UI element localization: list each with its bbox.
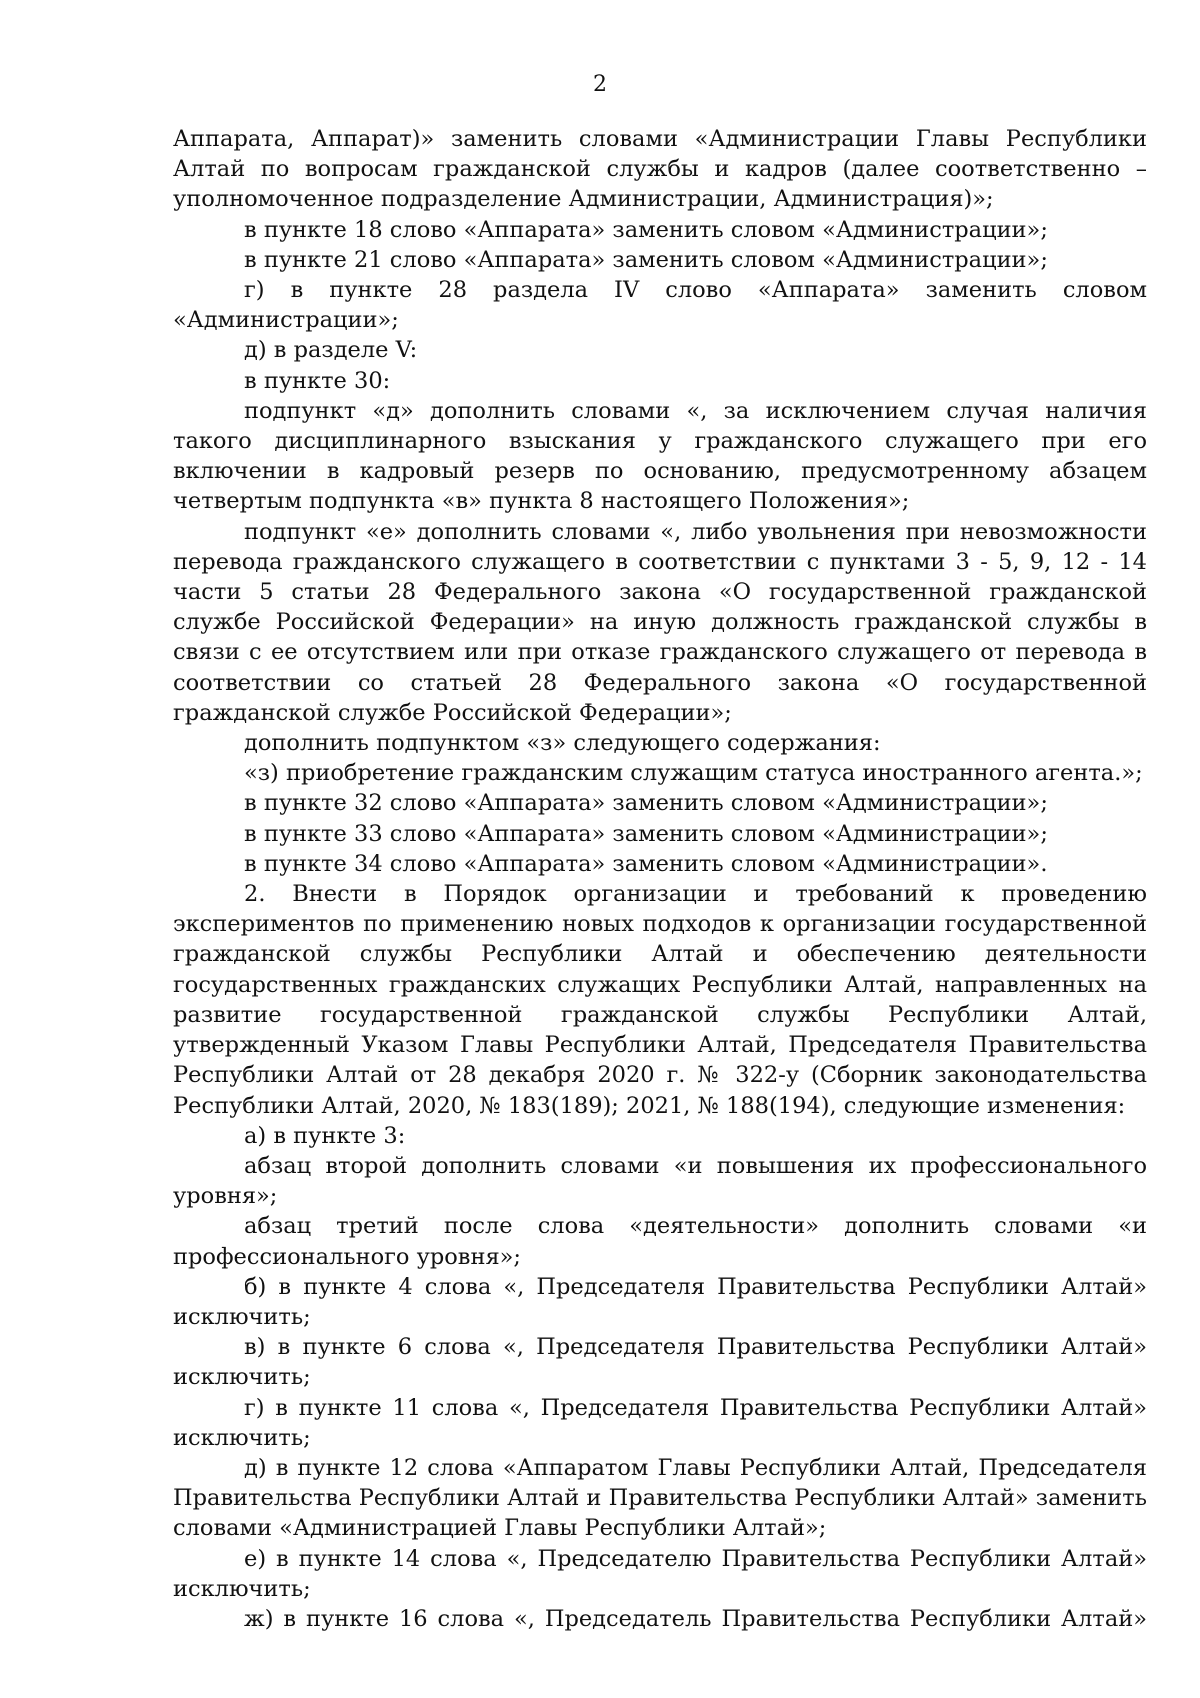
paragraph: в пункте 32 слово «Аппарата» заменить словом «Администрации»;: [244, 790, 1048, 817]
paragraph: е) в пункте 14 слова «, Председателю Правительства Республики Алтай» исключить;: [173, 1545, 1147, 1602]
paragraph: в пункте 34 слово «Аппарата» заменить словом «Администрации».: [244, 850, 1048, 877]
paragraph: г) в пункте 11 слова «, Председателя Правительства Республики Алтай» исключить;: [173, 1394, 1147, 1451]
paragraph: д) в разделе V:: [244, 337, 418, 364]
paragraph: а) в пункте 3:: [244, 1122, 406, 1149]
paragraph: в) в пункте 6 слова «, Председателя Правительства Республики Алтай» исключить;: [173, 1334, 1147, 1391]
paragraph: в пункте 30:: [244, 367, 391, 394]
paragraph: в пункте 33 слово «Аппарата» заменить словом «Администрации»;: [244, 820, 1048, 847]
paragraph: 2. Внести в Порядок организации и требований к проведению экспериментов по применению новых подходов к организации государственной гражданской службы Республики Алтай и обеспечению деятельности государственных гражданских служащих Республики Алтай, направленных на развитие государственной гражданской службы Республики Алтай, утвержденный Указом Главы Республики Алтай, Председателя Правительства Республики Алтай от 28 декабря 2020 г. № 322-у (Сборник законодательства Республики Алтай, 2020, № 183(189); 2021, № 188(194), следующие изменения:: [173, 881, 1147, 1119]
paragraph: дополнить подпунктом «з» следующего содержания:: [244, 730, 881, 757]
paragraph: г) в пункте 28 раздела IV слово «Аппарата» заменить словом «Администрации»;: [173, 277, 1147, 334]
paragraph: подпункт «д» дополнить словами «, за исключением случая наличия такого дисциплинарного взыскания у гражданского служащего при его включении в кадровый резерв по основанию, предусмотренному абзацем четвертым подпункта «в» пункта 8 настоящего Положения»;: [173, 397, 1147, 515]
paragraph: в пункте 21 слово «Аппарата» заменить словом «Администрации»;: [244, 246, 1048, 273]
page-number: 2: [593, 72, 607, 97]
paragraph: абзац третий после слова «деятельности» дополнить словами «и профессионального уровня»;: [173, 1213, 1147, 1270]
paragraph: д) в пункте 12 слова «Аппаратом Главы Республики Алтай, Председателя Правительства Республики Алтай и Правительства Республики Алтай» заменить словами «Администрацией Главы Республики Алтай»;: [173, 1454, 1147, 1542]
paragraph: Аппарата, Аппарат)» заменить словами «Администрации Главы Республики Алтай по вопросам гражданской службы и кадров (далее соответственно – уполномоченное подразделение Администрации, Администрация)»;: [173, 126, 1147, 213]
paragraph: подпункт «е» дополнить словами «, либо увольнения при невозможности перевода гражданского служащего в соответствии с пунктами 3 - 5, 9, 12 - 14 части 5 статьи 28 Федерального закона «О государственной гражданской службе Российской Федерации» на иную должность гражданской службы в связи с ее отсутствием или при отказе гражданского служащего от перевода в соответствии со статьей 28 Федерального закона «О государственной гражданской службе Российской Федерации»;: [173, 518, 1147, 726]
document-body: [173, 124, 1147, 1634]
paragraph: абзац второй дополнить словами «и повышения их профессионального уровня»;: [173, 1152, 1147, 1210]
paragraph: в пункте 18 слово «Аппарата» заменить словом «Администрации»;: [244, 216, 1048, 243]
paragraph: «з) приобретение гражданским служащим статуса иностранного агента.»;: [244, 760, 1143, 787]
paragraph: б) в пункте 4 слова «, Председателя Правительства Республики Алтай» исключить;: [173, 1273, 1147, 1330]
paragraph: ж) в пункте 16 слова «, Председатель Правительства Республики Алтай»: [244, 1605, 1147, 1632]
